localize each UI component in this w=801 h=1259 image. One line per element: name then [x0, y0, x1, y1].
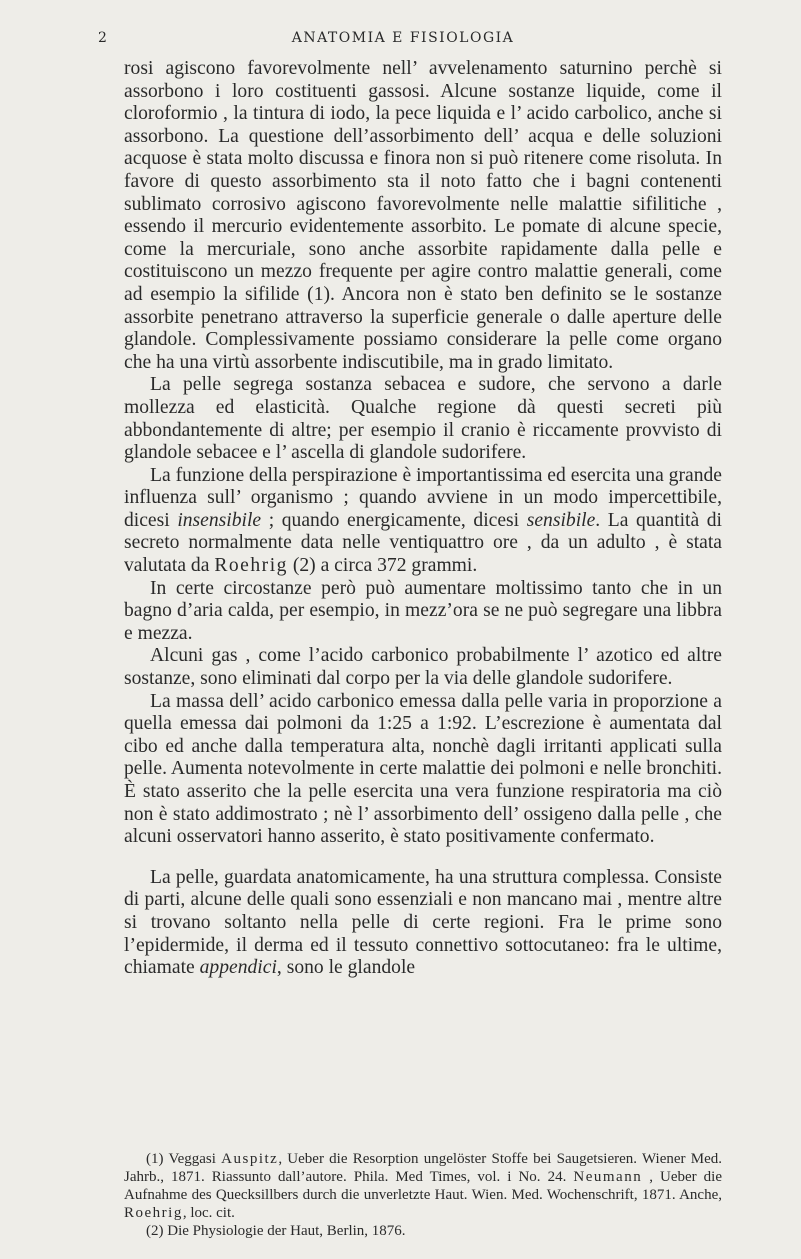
- footnote-1-text-c: , loc. cit.: [182, 1205, 235, 1221]
- author-roehrig-note: Roehrig: [124, 1205, 183, 1221]
- page-number: 2: [98, 30, 109, 46]
- footnote-1: [124, 1150, 722, 1222]
- term-sensibile: sensibile: [526, 509, 596, 531]
- author-roehrig: Roehrig: [214, 555, 288, 577]
- author-auspitz: Auspitz: [221, 1151, 279, 1167]
- footnote-1-prefix: (1) Veggasi: [146, 1151, 222, 1167]
- paragraph-7-text-b: , sono le glandole: [276, 957, 416, 979]
- running-title: ANATOMIA E FISIOLOGIA: [291, 30, 515, 46]
- paragraph-3-text-d: (2) a circa 372 grammi.: [287, 555, 478, 577]
- paragraph-1: rosi agiscono favorevolmente nell’ avvelenamento saturnino perchè si assorbono i loro costituenti gassosi. Alcune sostanze liquide, come il cloroformio , la tintura di iodo, la pece liquida e l’ acido carbolico, anche si assorbono. La questione dell’assorbimento dell’ acqua e delle soluzioni acquose è stata molto discussa e finora non si può ritenere come risoluta. In favore di questo assorbimento sta il noto fatto che i bagni contenenti sublimato corrosivo agiscono favorevolmente nelle malattie sifilitiche , essendo il mercurio evidentemente assorbito. Le pomate di alcune specie, come la mercuriale, sono anche assorbite rapidamente dalla pelle e costituiscono un mezzo frequente per agire contro malattie generali, come ad esempio la sifilide (1). Ancora non è stato ben definito se le sostanze assorbite penetrano attraverso la superficie generale o dalle aperture delle glandole. Complessivamente possiamo considerare la pelle come organo che ha una virtù assorbente indiscutibile, ma in grado limitato.: [124, 58, 722, 373]
- paragraph-6: La massa dell’ acido carbonico emessa dalla pelle varia in proporzione a quella emessa dai polmoni da 1:25 a 1:92. L’escrezione è aumentata dal cibo ed anche dalla temperatura alta, nonchè dagli irritanti applicati sulla pelle. Aumenta notevolmente in certe malattie dei polmoni e nelle bronchiti. È stato asserito che la pelle esercita una vera funzione respiratoria ma ciò non è stato addimostrato ; nè l’ assorbimento dell’ ossigeno dalla pelle , che alcuni osservatori hanno asserito, è stato positivamente confermato.: [124, 690, 722, 848]
- footnote-1-text-b: , Ueber die Aufnahme des Quecksillbers durch die unverletzte Haut. Wien. Med. Wochenschrift, 1871. Anche,: [124, 1169, 723, 1203]
- footnotes: [124, 1150, 722, 1240]
- footnote-1-text-a: , Ueber die Resorption ungelöster Stoffe bei Saugetsieren. Wiener Med. Jahrb., 1871. Riassunto dall’autore. Phila. Med Times, vol. i No. 24.: [124, 1151, 722, 1185]
- author-neumann: Neumann: [573, 1169, 643, 1185]
- paragraph-3: [124, 465, 722, 578]
- paragraph-3-text-a: La funzione della perspirazione è importantissima ed esercita una grande influenza sull’ organismo ; quando avviene in un modo impercettibile, dicesi: [124, 464, 722, 531]
- paragraph-7: [124, 867, 722, 980]
- paragraph-3-text-b: ; quando energicamente, dicesi: [261, 509, 527, 531]
- body-text: [124, 58, 722, 980]
- footnote-2: (2) Die Physiologie der Haut, Berlin, 1876.: [146, 1223, 406, 1239]
- paragraph-7-text-a: La pelle, guardata anatomicamente, ha una struttura complessa. Consiste di parti, alcune delle quali sono essenziali e non mancano mai , mentre altre si trovano soltanto nella pelle di certe regioni. Fra le prime sono l’epidermide, il derma ed il tessuto connettivo sottocutaneo: fra le ultime, chiamate: [124, 866, 722, 979]
- paragraph-2: La pelle segrega sostanza sebacea e sudore, che servono a darle mollezza ed elasticità. Qualche regione dà questi secreti più abbondantemente di altre; per esempio il cranio è riccamente provvisto di glandole sebacee e l’ ascella di glandole sudorifere.: [124, 374, 722, 464]
- paragraph-4: In certe circostanze però può aumentare moltissimo tanto che in un bagno d’aria calda, per esempio, in mezz’ora se ne può segregare una libbra e mezza.: [124, 577, 722, 644]
- term-appendici: appendici: [199, 957, 277, 979]
- paragraph-3-text-c: . La quantità di secreto normalmente data nelle ventiquattro ore , da un adulto , è stata valutata da: [124, 509, 722, 577]
- page-header: [98, 30, 708, 50]
- term-insensibile: insensibile: [177, 509, 262, 531]
- paragraph-5: Alcuni gas , come l’acido carbonico probabilmente l’ azotico ed altre sostanze, sono eliminati dal corpo per la via delle glandole sudorifere.: [124, 645, 722, 690]
